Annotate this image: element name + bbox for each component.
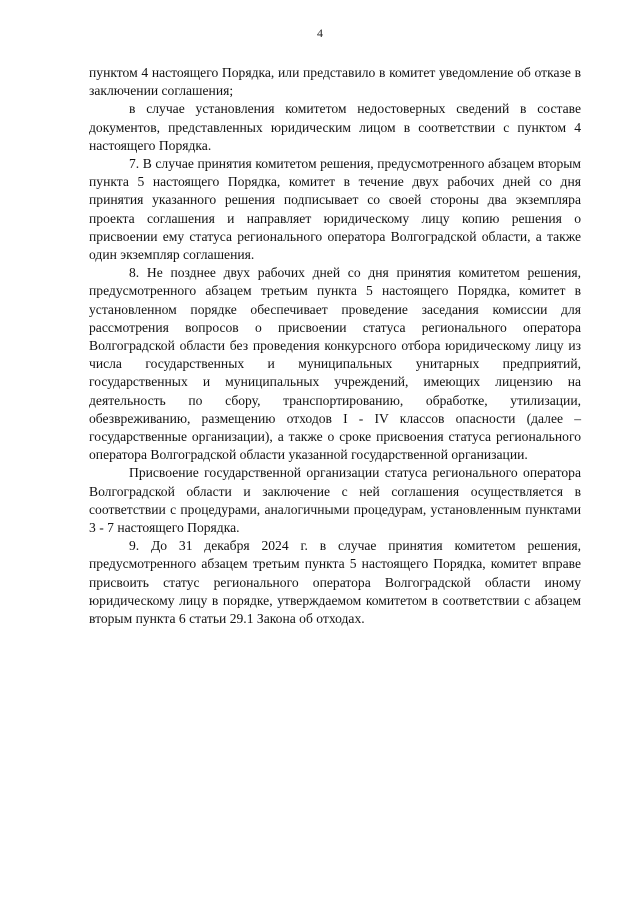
document-body [89,64,581,628]
paragraph-item-7: 7. В случае принятия комитетом решения, предусмотренного абзацем вторым пункта 5 настоящего Порядка, комитет в течение двух рабочих дней со дня принятия указанного решения подписывает со своей стороны два экземпляра проекта соглашения и направляет юридическому лицу копию решения о присвоении ему статуса регионального оператора Волгоградской области, а также один экземпляр соглашения. [89,156,581,263]
paragraph-item-8: 8. Не позднее двух рабочих дней со дня принятия комитетом решения, предусмотренного абзацем третьим пункта 5 настоящего Порядка, комитет в установленном порядке обеспечивает проведение заседания комиссии для рассмотрения вопросов о присвоении статуса регионального оператора Волгоградской области без проведения конкурсного отбора юридическому лицу из числа государственных и муниципальных унитарных предприятий, государственных и муниципальных учреждений, имеющих лицензию на деятельность по сбору, транспортированию, обработке, утилизации, обезвреживанию, размещению отходов I - IV классов опасности (далее – государственные организации), а также о сроке присвоения статуса регионального оператора Волгоградской области указанной государственной организации. [89,265,581,463]
paragraph-continuation: пунктом 4 настоящего Порядка, или представило в комитет уведомление об отказе в заключении соглашения; [89,65,581,99]
page-number: 4 [317,26,323,40]
paragraph-item-9: 9. До 31 декабря 2024 г. в случае принятия комитетом решения, предусмотренного абзацем третьим пункта 5 настоящего Порядка, комитет вправе присвоить статус регионального оператора Волгоградской области иному юридическому лицу в порядке, утверждаемом комитетом в соответствии с абзацем вторым пункта 6 статьи 29.1 Закона об отходах. [89,538,581,627]
paragraph-unreliable-info: в случае установления комитетом недостоверных сведений в составе документов, представленных юридическим лицом в соответствии с пунктом 4 настоящего Порядка. [89,101,581,153]
paragraph-state-organization: Присвоение государственной организации статуса регионального оператора Волгоградской области и заключение с ней соглашения осуществляется в соответствии с процедурами, аналогичными процедурам, установленным пунктами 3 - 7 настоящего Порядка. [89,465,581,536]
